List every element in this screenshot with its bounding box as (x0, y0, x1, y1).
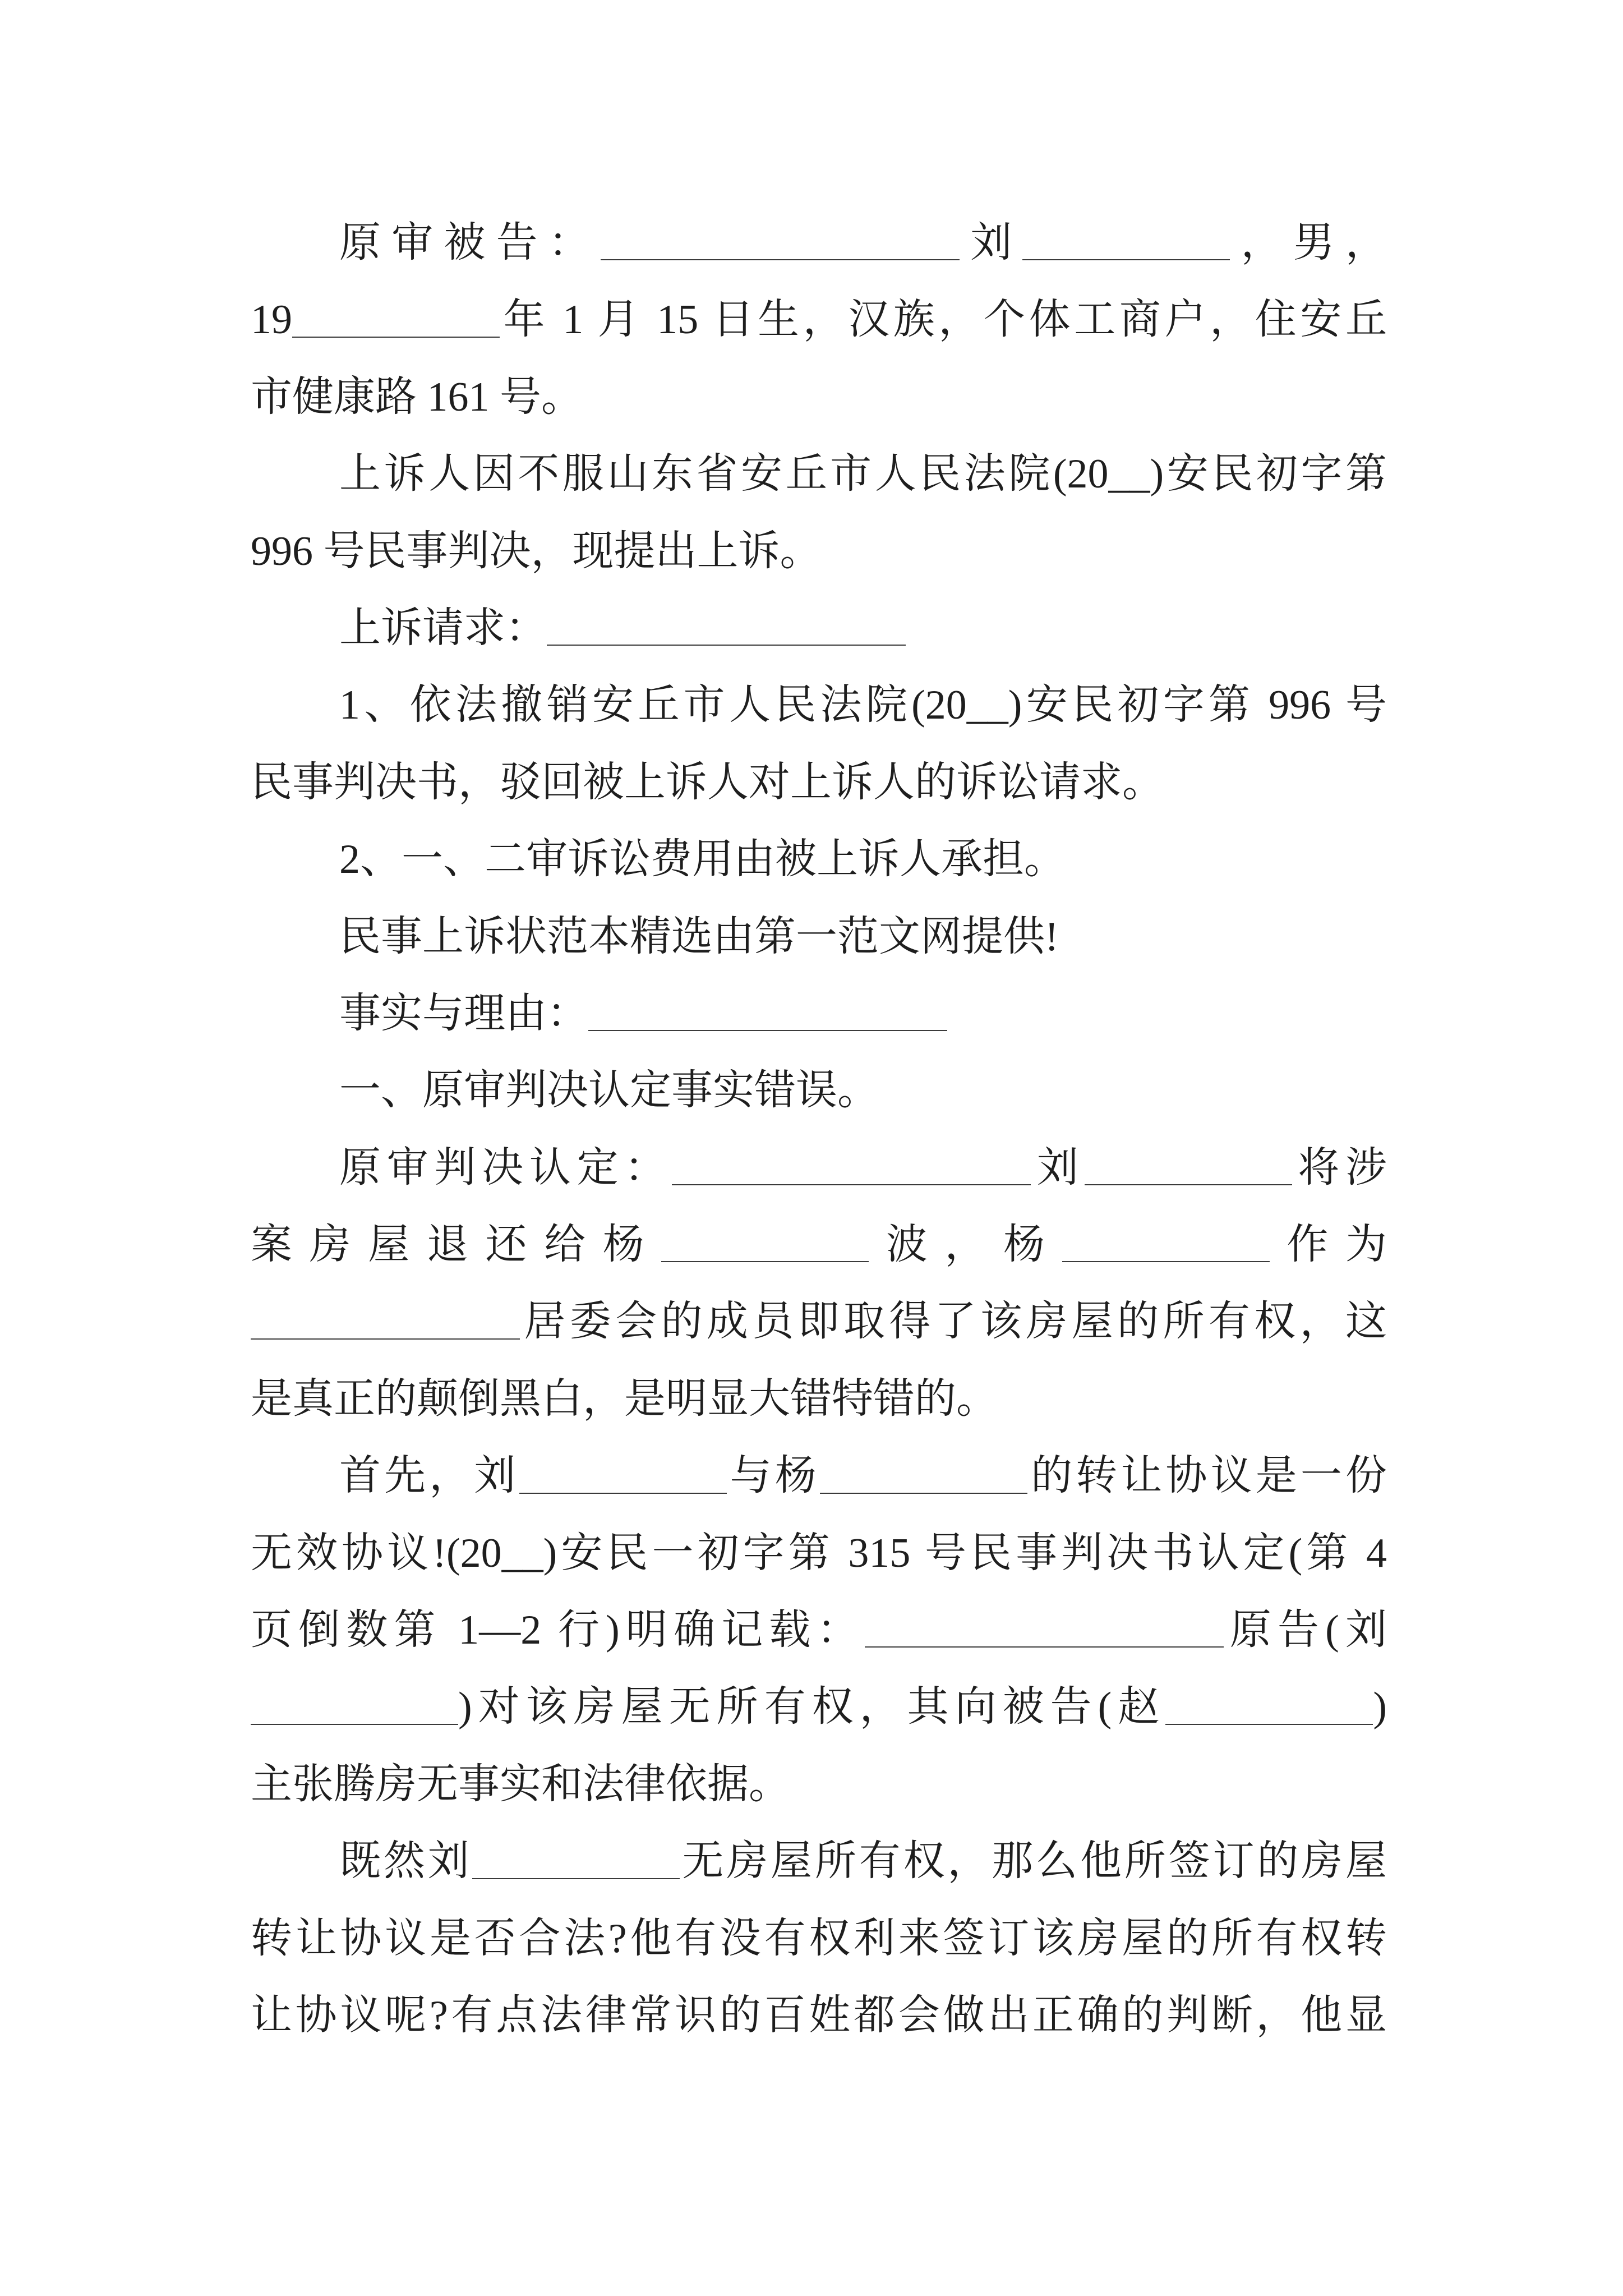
fill-in-blank (661, 1224, 869, 1263)
fill-in-blank (601, 222, 960, 261)
document-line (251, 590, 1387, 667)
fill-in-blank (547, 608, 906, 646)
line-text: 刘 (960, 220, 1023, 266)
document-line (251, 1052, 1387, 1129)
document-line (251, 667, 1387, 744)
line-text: 页倒数第 1—2 行)明确记载： (251, 1607, 865, 1654)
line-text: 与杨 (726, 1453, 820, 1499)
fill-in-blank (519, 1455, 727, 1494)
line-text: 一、原审判决认定事实错误。 (339, 1068, 879, 1114)
line-text: 2、一、二审诉讼费用由被上诉人承担。 (339, 836, 1066, 883)
fill-in-blank (1062, 1224, 1270, 1263)
fill-in-blank (251, 1686, 458, 1725)
fill-in-blank (1085, 1147, 1292, 1185)
line-text: 996 号民事判决，现提出上诉。 (251, 528, 822, 574)
line-text: 19 (251, 297, 292, 343)
line-text: 将涉 (1292, 1144, 1387, 1191)
line-text: 上诉请求： (339, 605, 547, 651)
document-line (251, 1361, 1387, 1438)
line-text: 作为 (1269, 1222, 1387, 1268)
line-text: 年 1 月 15 日生，汉族，个体工商户，住安丘 (500, 297, 1387, 343)
fill-in-blank (1165, 1686, 1373, 1725)
fill-in-blank (588, 993, 947, 1032)
document-line (251, 744, 1387, 821)
document-line (251, 513, 1387, 590)
line-text: 转让协议是否合法?他有没有权利来签订该房屋的所有权转 (251, 1915, 1387, 1962)
line-text: 1、依法撤销安丘市人民法院(20__)安民初字第 996 号 (339, 682, 1387, 729)
line-text: 原审被告： (339, 220, 601, 266)
document-line (251, 1746, 1387, 1823)
document-line (251, 1438, 1387, 1515)
line-text: 是真正的颠倒黑白，是明显大错特错的。 (251, 1375, 998, 1422)
document-line (251, 976, 1387, 1052)
document-line (251, 1669, 1387, 1746)
document-line (251, 282, 1387, 358)
line-text: ，男， (1230, 220, 1387, 266)
line-text: 案房屋退还给杨 (251, 1222, 662, 1268)
document-body (251, 205, 1387, 2054)
line-text: 居委会的成员即取得了该房屋的所有权，这 (520, 1299, 1387, 1345)
line-text: 的转让协议是一份 (1027, 1453, 1387, 1499)
fill-in-blank (472, 1841, 680, 1879)
document-line (251, 205, 1387, 282)
fill-in-blank (672, 1147, 1031, 1185)
line-text: 事实与理由： (339, 990, 588, 1037)
line-text: 无房屋所有权，那么他所签订的房屋 (679, 1838, 1387, 1885)
line-text: 既然刘 (339, 1838, 472, 1885)
line-text: 刘 (1031, 1144, 1085, 1191)
document-line (251, 1592, 1387, 1669)
document-line (251, 1515, 1387, 1592)
line-text: 上诉人因不服山东省安丘市人民法院(20__)安民初字第 (339, 451, 1387, 498)
document-line (251, 899, 1387, 976)
fill-in-blank (865, 1609, 1224, 1648)
fill-in-blank (251, 1301, 520, 1340)
line-text: )对该房屋无所有权，其向被告(赵 (458, 1684, 1166, 1731)
line-text: 市健康路 161 号。 (251, 374, 583, 420)
document-line (251, 1130, 1387, 1207)
document-line (251, 436, 1387, 513)
document-line (251, 1283, 1387, 1360)
line-text: 首先，刘 (339, 1453, 519, 1499)
document-line (251, 1823, 1387, 1900)
line-text: ) (1373, 1684, 1387, 1731)
line-text: 无效协议!(20__)安民一初字第 315 号民事判决书认定(第 4 (251, 1530, 1387, 1576)
document-line (251, 821, 1387, 898)
line-text: 主张腾房无事实和法律依据。 (251, 1761, 790, 1807)
fill-in-blank (1022, 222, 1230, 261)
document-line (251, 359, 1387, 436)
document-line (251, 1207, 1387, 1283)
line-text: 波，杨 (869, 1222, 1062, 1268)
document-line (251, 1977, 1387, 2054)
line-text: 让协议呢?有点法律常识的百姓都会做出正确的判断，他显 (251, 1992, 1387, 2039)
line-text: 民事判决书，驳回被上诉人对上诉人的诉讼请求。 (251, 759, 1164, 806)
fill-in-blank (820, 1455, 1027, 1494)
fill-in-blank (292, 299, 500, 338)
line-text: 原告(刘 (1223, 1607, 1387, 1654)
line-text: 民事上诉状范本精选由第一范文网提供! (339, 913, 1059, 960)
document-line (251, 1901, 1387, 1977)
line-text: 原审判决认定： (339, 1144, 672, 1191)
